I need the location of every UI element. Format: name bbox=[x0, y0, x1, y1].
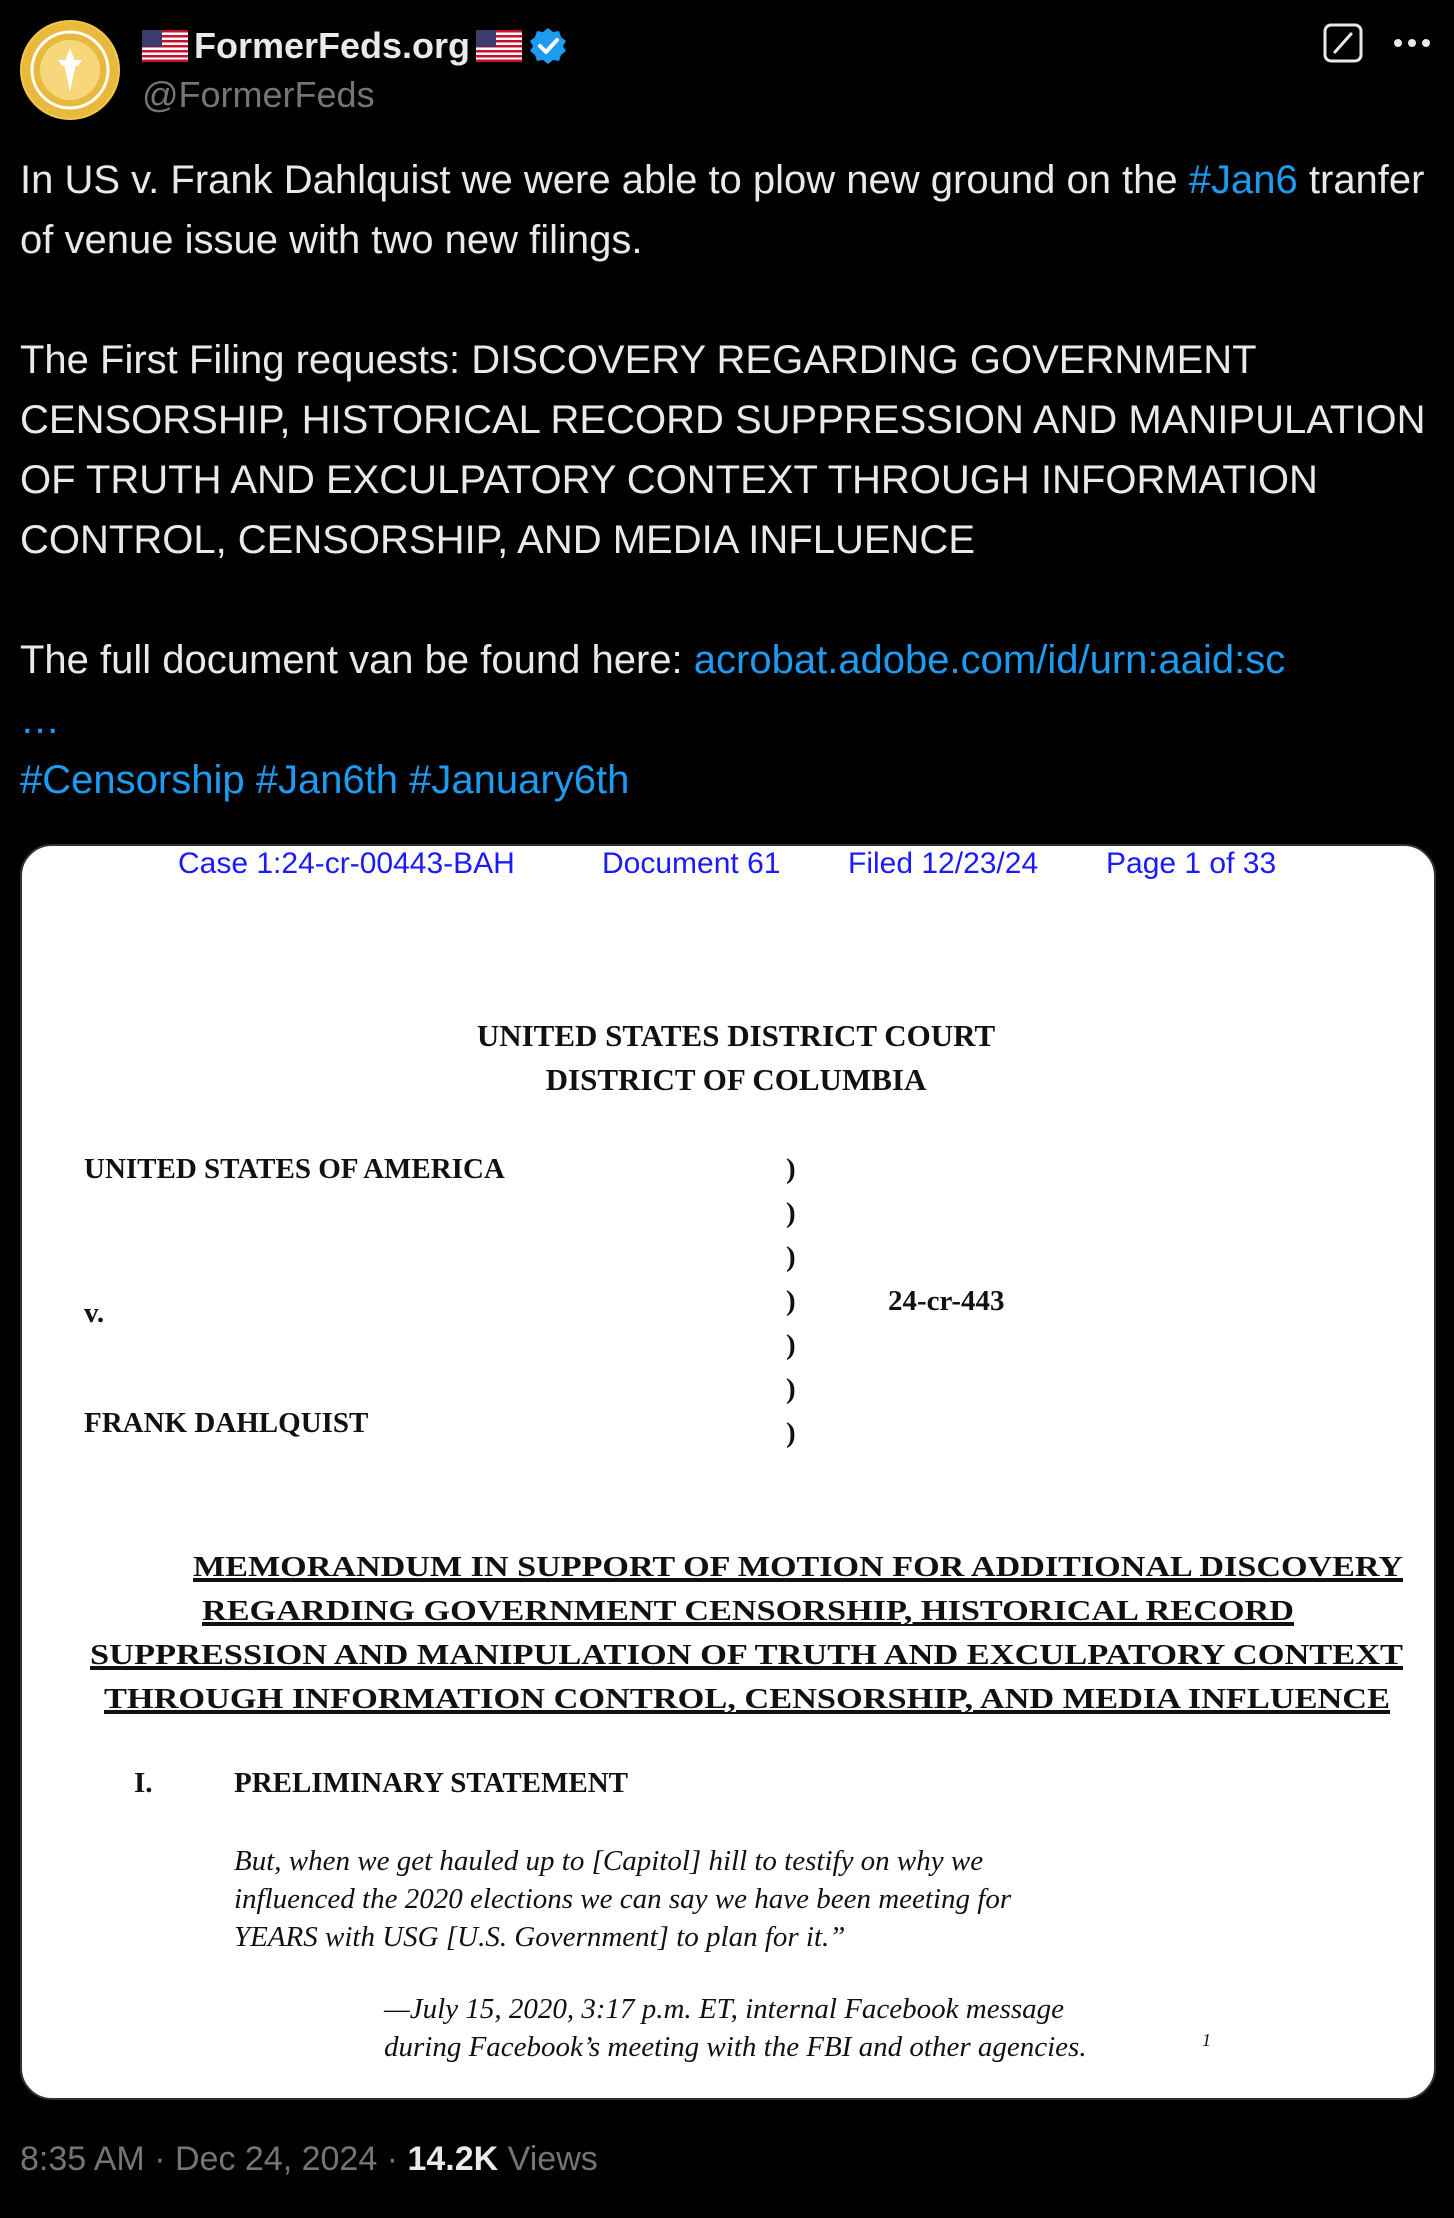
plaintiff: UNITED STATES OF AMERICA bbox=[84, 1153, 505, 1185]
formerfeds-logo-icon bbox=[20, 20, 120, 120]
tweet-paragraph-3 bbox=[20, 630, 1434, 750]
caption-paren: ) bbox=[786, 1197, 796, 1229]
quote-line-3: YEARS with USG [U.S. Government] to plan for it.” bbox=[234, 1921, 846, 1953]
attribution-line-1: —July 15, 2020, 3:17 p.m. ET, internal Facebook message bbox=[384, 1993, 1065, 2025]
meta-separator: · bbox=[386, 2140, 399, 2178]
hashtag-link-january6th[interactable]: #January6th bbox=[409, 758, 630, 802]
more-options-icon[interactable] bbox=[1390, 22, 1434, 64]
caption-paren: ) bbox=[786, 1153, 796, 1185]
doc-header-filed: Filed 12/23/24 bbox=[848, 847, 1039, 880]
grok-icon[interactable] bbox=[1322, 22, 1364, 64]
caption-paren: ) bbox=[786, 1417, 796, 1449]
document-link-ellipsis[interactable]: … bbox=[20, 698, 60, 742]
memo-title-line-1: MEMORANDUM IN SUPPORT OF MOTION FOR ADDITIONAL DISCOVERY bbox=[193, 1551, 1404, 1583]
section-title: PRELIMINARY STATEMENT bbox=[234, 1767, 629, 1799]
verified-badge-icon bbox=[528, 26, 568, 66]
author-name-row[interactable] bbox=[142, 22, 568, 70]
hashtag-link-jan6th[interactable]: #Jan6th bbox=[255, 758, 399, 802]
tweet-time[interactable]: 8:35 AM bbox=[20, 2140, 145, 2178]
display-name[interactable]: FormerFeds.org bbox=[194, 25, 471, 66]
caption-paren: ) bbox=[786, 1285, 796, 1317]
tweet-paragraph-2: The First Filing requests: DISCOVERY REGARDING GOVERNMENT CENSORSHIP, HISTORICAL RECORD SUPPRESSION AND MANIPULATION OF TRUTH AND EXCULPATORY CONTEXT THROUGH INFORMATION CONTROL, CENSORSHIP, AND MEDIA INFLUENCE bbox=[20, 338, 1426, 562]
caption-paren: ) bbox=[786, 1329, 796, 1361]
attribution-line-2: during Facebook’s meeting with the FBI and other agencies. bbox=[384, 2031, 1087, 2063]
tweet-text bbox=[20, 150, 1434, 810]
tweet-meta bbox=[20, 2140, 598, 2179]
tweet-text-segment: tranfer of venue issue with two new filings. bbox=[20, 158, 1425, 262]
document-link-text[interactable]: acrobat.adobe.com/id/urn:aaid:sc bbox=[693, 638, 1286, 682]
tweet-text-segment: In US v. Frank Dahlquist we were able to plow new ground on the bbox=[20, 158, 1189, 202]
doc-header-page: Page 1 of 33 bbox=[1106, 847, 1277, 880]
tweet-text-segment: The full document van be found here: bbox=[20, 638, 694, 682]
doc-header-document: Document 61 bbox=[602, 847, 781, 880]
attached-document-image[interactable] bbox=[20, 844, 1436, 2100]
tweet-header bbox=[0, 0, 1454, 120]
hashtag-link-jan6[interactable]: #Jan6 bbox=[1188, 158, 1298, 202]
caption-paren: ) bbox=[786, 1241, 796, 1273]
tweet-date[interactable]: Dec 24, 2024 bbox=[174, 2140, 378, 2178]
quote-line-2: influenced the 2020 elections we can say we have been meeting for bbox=[234, 1883, 1012, 1915]
court-district: DISTRICT OF COLUMBIA bbox=[545, 1062, 927, 1097]
hashtag-row bbox=[20, 750, 1434, 810]
meta-separator: · bbox=[154, 2140, 166, 2178]
us-flag-icon bbox=[476, 30, 522, 62]
court-filing-page bbox=[22, 846, 1434, 2098]
memo-title-line-4: THROUGH INFORMATION CONTROL, CENSORSHIP, AND MEDIA INFLUENCE bbox=[104, 1683, 1390, 1715]
views-count: 14.2K bbox=[407, 2140, 499, 2178]
tweet-paragraph-1 bbox=[20, 150, 1434, 270]
case-number: 24-cr-443 bbox=[888, 1285, 1005, 1317]
versus: v. bbox=[84, 1297, 105, 1329]
avatar[interactable] bbox=[20, 20, 120, 120]
quote-line-1: But, when we get hauled up to [Capitol] hill to testify on why we bbox=[234, 1845, 984, 1877]
section-number: I. bbox=[134, 1767, 153, 1799]
views-label: Views bbox=[507, 2140, 598, 2178]
memo-title-line-3: SUPPRESSION AND MANIPULATION OF TRUTH AND EXCULPATORY CONTEXT bbox=[90, 1639, 1403, 1671]
memo-title-line-2: REGARDING GOVERNMENT CENSORSHIP, HISTORICAL RECORD bbox=[202, 1595, 1294, 1627]
doc-header-case: Case 1:24-cr-00443-BAH bbox=[178, 847, 515, 880]
hashtag-link-censorship[interactable]: #Censorship bbox=[20, 758, 245, 802]
us-flag-icon bbox=[142, 30, 188, 62]
caption-paren: ) bbox=[786, 1373, 796, 1405]
footnote-mark: 1 bbox=[1202, 2030, 1211, 2050]
defendant: FRANK DAHLQUIST bbox=[84, 1407, 369, 1439]
handle[interactable]: @FormerFeds bbox=[142, 74, 375, 115]
court-name: UNITED STATES DISTRICT COURT bbox=[476, 1018, 996, 1053]
